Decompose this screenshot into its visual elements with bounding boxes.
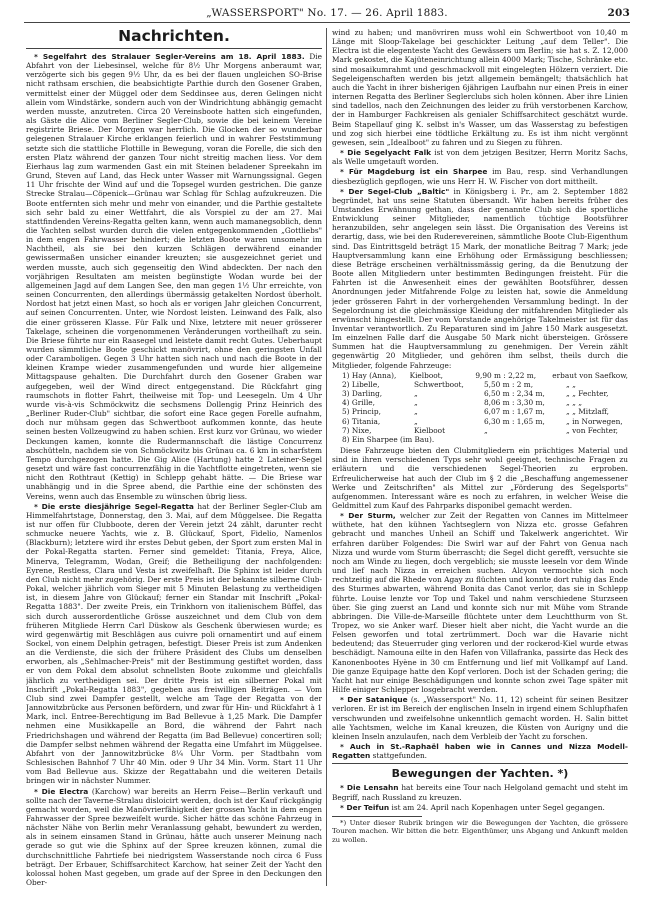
article-body: ist am 24. April nach Kopenhagen unter Segel gegangen. <box>391 802 605 812</box>
section-title-bewegungen: Bewegungen der Yachten. *) <box>391 767 569 781</box>
article-body: hat der Berliner Segler-Club am Himmelfahrtstage, Donnerstag, den 3. Mai, auf dem Müggelsee. Die Regatta ist nur offen für Clubboote, deren der Verein jetzt 24 zählt, darunter recht schmucke neuere Yachts, wie z. B. Glückauf, Sport, Fidelio, Namenlos (Blackburn); letztere wird ihr erstes Debut geben, der Sport zum ersten Mal in der Pokal-Regatta starten. Ferner sind gemeldet: Titania, Freya, Alice, Minerva, Telegramm, Wodan, Greif; die Betheiligung der nachfolgenden: Eyrene, Restless, Clara und Vesta ist zweifelhaft. Die Sphinx ist leider durch den Club nicht mehr zugehörig. Der erste Preis ist der bekannte silberne Club-Pokal, welcher jährlich vom Sieger mit 5 Minuten Belastung zu vertheidigen ist, in diesem Jahre von Glückauf; ferner ein Standar mit Inschrift „Pokal-Regatta 1883". Der zweite Preis, ein Trinkhorn von italienischem Büffel, das sich durch ausserordentliche Grösse auszeichnet und dem Club von dem früheren Mitgliede Herrn Carl Düskow als Geschenk überwiesen wurde; es wird gegenwärtig mit Beschlägen aus cuivre poli ornamentirt und auf einem Sockel, von einem Delphin getragen, befestigt. Dieser Preis ist zum Andenken an die Verdienste, die sich der frühere Präsident des Clubs um denselben erworben, als „Sehlmacher-Preis" mit der Bestimmung gestiftet worden, dass er von dem Pokal dem absolut schnellsten Boote zukomme und gleichfalls jährlich zu vertheidigen sei. Der dritte Preis ist ein silberner Pokal mit Inschrift „Pokal-Regatta 1883", gegeben aus freiwilligen Beiträgen. — Vom Club sind zwei Dampfer gestellt, welche am Tage der Regatta von der Jannowitzbrücke aus Personen befördern, und zwar für Hin- und Rückfahrt à 1 Mark, incl. Entree-Berechtigung im Bad Bellevue à 1,25 Mark. Die Dampfer nehmen eine Musikkapelle an Bord, die während der Fahrt nach Friedrichshagen und während der Regatta (im Bad Bellevue) concertiren soll; die Dampfer selbst nehmen während der Regatta eine Umfahrt im Müggelsee. Abfahrt von der Jannowitzbrücke 8¼ Uhr Vorm. per Stadtbahn vom Schlesischen Bahnhof 7 Uhr 40 Min. oder 9 Uhr 34 Min. Vorm. Start 11 Uhr vom Bad Bellevue aus. Skizze der Regattabahn und die weiteren Details bringen wir in nächster Nummer. <box>26 501 322 786</box>
article-teifun <box>332 803 628 812</box>
left-column <box>26 28 322 892</box>
article-body: hat bereits eine Tour nach Helgoland gemacht und steht im Begriff, nach Russland zu kreuzen. <box>332 783 628 802</box>
article-segel-regatta <box>26 502 322 786</box>
boat-dimensions: 6,30 m : 1,65 m, <box>484 416 545 426</box>
article-stralauer-segelfahrt <box>26 52 322 501</box>
footnote-rule <box>332 816 422 817</box>
page-number: 203 <box>607 7 630 19</box>
article-body: wind zu haben; und manövriren muss wohl ein Schwertboot von 10,40 m Länge mit Sloop-Takelage bei geschickter Leitung „auf dem Teller". Die Electra ist die elegenteste Yacht des Gewässers um Berlin; sie hat s. Z. 12,000 Mark gekostet, die Kajüteneinrichtung allein 4000 Mark; Tische, Schränke etc. sind mosaikumrahmt und geschmackvoll mit eingelegten Hölzern verziert. Die Segeleigenschaften werden bis jetzt allgemein bemängelt; thatsächlich hat auch die Yacht in ihrer bisherigen 6jährigen Laufbahn nur einen Preis in einer internen Regatta des Berliner Seglerclubs sich holen können. Aber ihre Linien sind tadellos, nach den Zeichnungen des leider zu früh verstorbenen Karchow, der in Hamburger Fachkreisen als genialer Schiffsarchitect geschätzt wurde. Beim Stapellauf ging K. selbst in's Wasser, um das Wasserstag zu befestigen und zog sich hierbei eine tödtliche Erkältung zu. Es ist ihm nicht vergönnt gewesen, sein „Idealboot" zu fahren und zu Siegen zu führen. <box>332 28 628 147</box>
article-modell-regatten <box>332 742 628 760</box>
article-body: im Bau, resp. sind Verhandlungen diesbezüglich gepflogen, wie uns Herr H. W. Fischer von dort mittheilt. <box>332 167 628 186</box>
article-heading: * Die Segelyacht Falk <box>340 148 432 158</box>
right-column <box>332 28 628 892</box>
boat-list-item <box>342 435 628 444</box>
article-electra <box>26 787 322 888</box>
article-lensahn <box>332 783 628 801</box>
boat-name: 1) Hay (Anna), <box>342 370 397 380</box>
boat-name: 7) Nixe, <box>342 425 372 435</box>
boat-dimensions: 8,06 m : 3,30 m, <box>484 398 545 408</box>
boat-name: 3) Darling, <box>342 389 383 399</box>
boat-list-item <box>342 407 628 416</box>
article-body: (Karchow) war bereits an Herrn Feise—Berlin verkauft und sollte nach der Taverne-Stralau disloicirt werden, doch ist der Kauf rückgängig gemacht worden, weil die Manövrierfähigkeit der grossen Yacht in dem engen Fahrwasser der Spree bezweifelt wurde. Sicher hätte das schöne Fahrzeug in nächster Nähe von Berlin mehr Veranlassung gehabt, bewundert zu werden, als in seinem einsamen Stand in Grünau, hätte auch unserer Meinung nach gerade so gut wie die Sphinx auf der Spree kreuzen können, zumal die durchschnittliche Fahrtiefe bei niedrigstem Wasserstande noch circa 6 Fuss beträgt. Der Erbauer, Schiffsarchitect Karchow, hat seiner Zeit der Yacht den kolossal hohen Mast gegeben, um grade auf der Spree in den Deckungen den Ober- <box>26 786 322 888</box>
article-electra-continued <box>332 28 628 147</box>
article-baltic-continued <box>332 446 628 510</box>
footnote: *) Unter dieser Rubrik bringen wir die Bewegungen der Yachten, die grössere Touren machen. Wir bitten die betr. Eigenthümer, uns Abgang und Ankunft melden zu wollen. <box>332 818 628 844</box>
boat-name: 5) Princip, <box>342 407 381 417</box>
boat-builder: erbaut von Saefkow, <box>552 370 628 380</box>
article-falk <box>332 148 628 166</box>
section-rule <box>332 763 628 764</box>
running-title: „WASSERSPORT" No. 17. — 26. April 1883. <box>206 7 448 19</box>
boat-builder: „ „ Fechter, <box>566 389 609 399</box>
boat-builder: „ von Fechter, <box>566 425 618 435</box>
boat-builder: „ in Norwegen, <box>566 416 623 426</box>
boat-builder: „ „ Mitzlaff, <box>566 407 609 417</box>
boat-type: Schwertboot, <box>414 379 464 389</box>
boat-list-item <box>342 417 628 426</box>
article-heading: * Die Electra <box>34 786 89 796</box>
boat-name: 4) Grille, <box>342 398 375 408</box>
boat-type: „ <box>414 407 418 417</box>
article-body: in Königsberg i. Pr., am 2. September 1882 begründet, hat uns seine Statuten übersandt. Wir haben bereits früher des Umstandes Erwähnung gethan, dass der genannte Club sich die sportliche Entwicklung seiner Mitglieder, namentlich tüchtige Bootsführer heranzubilden, sehr angelegen sein lässt. Die Organisation des Vereins ist derartig, dass, wie bei den Ruderevereinen, sämmtliche Boote Club-Eigenthum sind. Das Eintrittsgeld beträgt 15 Mark, der monatliche Beitrag 7 Mark; jede Hauptversammlung kann eine Erhöhung oder Ermässigung beschliessen; diese Beträge erscheinen verhältnissmässig gering, da die Benutzung der Boote allen Mitgliedern unter bestimmten Bedingungen freisteht. Für die Fahrten ist die Anwesenheit eines der gewählten Bootsführer, dessen Anordnungen jeder Mitfahrende Folge zu leisten hat, sowie die Anmeldung jeder grösseren Fahrt in der vorhergehenden Versammlung bedingt. In der Segelordnung ist die gleichmässige Kleidung der mitfahrenden Mitglieder als erwünscht hingestellt. Der vom Vorstande angehörige Takelmeister ist für das Inventar verantwortlich. Zu Reparaturen sind im Jahre 150 Mark ausgesetzt. Im einzelnen Falle darf die Ausgabe 50 Mark nicht übersteigen. Grössere Summen hat die Hauptversammlung zu genehmigen. Der Verein zählt gegenwärtig 20 Mitglieder, und gehören ihm selbst, theils durch die Mitglieder, folgende Fahrzeuge: <box>332 186 628 370</box>
article-heading: * Segelfahrt des Stralauer Segler-Vereins am 18. April 1883. <box>34 52 305 61</box>
running-header <box>24 6 630 23</box>
title-rule <box>26 48 322 49</box>
section-title-nachrichten: Nachrichten. <box>118 28 230 45</box>
boat-list-item <box>342 426 628 435</box>
boat-list-item <box>342 380 628 389</box>
boat-dimensions: „ <box>484 425 488 435</box>
article-body: Die Abfahrt von der Liebesinsel, welche für 8½ Uhr Morgens anberaumt war, verzögerte sich bis gegen 9½ Uhr, da es bei der flauen ungleichen SO-Brise nicht rathsam erschien, die beabsichtigte Parthie durch den Gosener Graben, vermittelst einer der Müggel oder dem Seddinsee aus, deren Gelingen nicht allein vom Windstärke, sondern auch von der Windrichtung abhängig gemacht werden musste, anzutreten. Circa 20 Vereinsboote hatten sich eingefunden, als Gäste die Alice vom Berliner Segler-Club, sowie die bei keinem Vereine registrirte Briese. Der Morgen war herrlich. Die Glocken der so wunderbar gelegenen Stralauer Kirche erklangen feierlich und in wahrer Feststimmung setzte sich die stattliche Flottille in Bewegung, voran die Forelle, die sich den ersten Platz während der ganzen Tour nicht streitig machen liess. Vor dem Eierhaus lag zum warmenden Gast ein mit Steinen beladener Spreekahn im Grund, Steven auf Land, das Heck unter Wasser mit Warnungssignal. Gegen 11 Uhr frischte der Wind auf und die Topsegel wurden gestrichen. Die ganze Strecke Stralau—Cöpenick—Grünau war Schlag für Schlag aufzukreuzen. Die Boote entfernten sich mehr und mehr von einander, und die Parthie gestaltete sich sehr bald zu einer Wettfahrt, die als Vorspiel zu der am 27. Mai stattfindenden Vereins-Regatta gelten kann, wenn auch mamanegsoblich, denn die Yachten selbst wurden durch die vielen entgegenkommenden „Gottliebs" in dem engen Fahrwasser behindert; die letzten Boote waren unsomehr im Nachtheil, als sie bei den kurzen Schlägen derwährend einander gewissermaßen unsicher einander kreuzten; sie ausgezeichnet geriet und werden musste, auch sich gegenseitig den Wind abdeckten. Der nach den vorjährigen Resultaten am meisten begünstigte Wodan wurde bei der allgemeinen Jagd auf dem Langen See, den man gegen 1½ Uhr erreichte, von seinen Concurrenten, den allerdings übermässig getakelten Nordost überholt. Nordost hat jetzt einen Mast, so hoch als er vorigen Jahr gleichen Concurrent, auf seinen Concurrenten. Unter, wie Nordost leisten. Leinwand des Falk, also die einer grösseren Klasse. Für Falk und Nixe, letztere mit neuer grösserer Takelage, scheinen die vorgenommenen Veränderungen vortheilhaft zu sein. Die Briese führte nur ein Raasegel und leistete damit recht Gutes. Ueberhaupt wurden sämmtliche Boote geschickt manövrirt, ohne den geringsten Unfall oder Caramboligen. Gegen 3 Uhr hatten sich nach und nach die Boote in der kleinen Krampe wieder zusammengefunden und wurde hier allgemeine Mittagspause gehalten. Die Durchfahrt durch den Gosener Graben war aufgegeben, weil der Wind direct entgegenstand. Die Rückfahrt ging raumschots in flotter Fahrt, theilweise mit Top- und Leesegeln. Um 4 Uhr wurde vis-à-vis Schmöckwitz die sechsmens Dollengig Prinz Heinrich des „Berliner Ruder-Club" sichtbar, die sofort eine Race gegen Forelle aufnahm, doch nur mühsam gegen das Schwertboot aufkommen konnte, das heute seinen besten Vollzeugwind zu haben schien. Erst kurz vor Grünau, wo wieder Deckungen kamen, konnte die Rudermannschaft die lästige Concurrenz abschütteln, nachdem sie von Schmöckwitz bis Grünau ca. 6 km in scharfstem Tempo durchgezogen hatte. Die Gig Alice (Hartung) hatte 2 Lateiner-Segel gesetzt und wäre fast concurrenzfähig in die Yachtflotte eingetreten, wenn sie nicht den Rothtraut (Kettig) in Schlepp gehabt hätte. — Die Briese war unabhängig und in die Spree abend, die Parthie eine der schönsten des Vereins, wenn auch das Ensemble zu wünschen übrig liess. <box>26 52 322 501</box>
boat-name: 2) Libelle, <box>342 379 380 389</box>
article-satanique <box>332 695 628 741</box>
boat-dimensions: 5,50 m : 2 m, <box>484 379 534 389</box>
boat-list <box>342 371 628 444</box>
article-heading: * Der Sturm, <box>340 511 396 521</box>
article-heading: * Auch in St.-Raphaël haben wie in Cannes und Nizza Modell-Regatten <box>332 742 628 761</box>
article-body: ist von dem jetzigen Besitzer, Herrn Moritz Sachs, als Welle umgetauft worden. <box>332 148 628 167</box>
article-baltic <box>332 187 628 370</box>
article-body: Diese Fahrzeuge bieten den Clubmitgliedern ein prächtiges Material und sind in ihren verschiedenen Typs sehr wohl geeignet, technische Fragen zu erläutern und die verschiedenen Segel-Theorien zu erproben. Erfreulicherweise hat auch der Club im § 2 die „Beschaffung angemessener Werke und Zeitschriften" als Mittel zur „Förderung des Segelsports" aufgenommen. Interessant wäre es noch zu erfahren, in welcher Weise die Geldmittel zum Kauf des Fahrparks disponibel gemacht werden. <box>332 446 628 510</box>
boat-list-item <box>342 389 628 398</box>
article-heading: * Der Teifun <box>340 802 390 812</box>
boat-type: Kielboot, <box>409 370 443 380</box>
article-heading: * Für Magdeburg ist ein Sharpee <box>340 167 488 177</box>
boat-type: „ <box>414 416 418 426</box>
article-body: (s. „Wassersport" No. 11, 12) scheint für seinen Besitzer verloren. Er ist im Bereich der englischen Inseln in irgend einem Schlupfhafen verschwunden und zweifelsohne unkenntlich gemacht worden. H. Salin bittet alle Yachtsmen, welche im Kanal kreuzen, die Küsten von Aurigny und die kleinen Inseln anzulaufen, nach dem Verbleib der Yacht zu forschen. <box>332 695 628 741</box>
article-sharpee <box>332 167 628 185</box>
boat-builder: „ „ <box>566 379 576 389</box>
boat-type: Kielboot <box>414 425 446 435</box>
boat-type: „ <box>414 398 418 408</box>
boat-list-item <box>342 371 628 380</box>
article-sturm <box>332 511 628 694</box>
article-heading: * Die erste diesjährige Segel-Regatta <box>34 501 194 511</box>
boat-dimensions: 6,07 m : 1,67 m, <box>484 407 545 417</box>
article-heading: * Der Segel-Club „Baltic" <box>340 186 450 196</box>
column-divider <box>326 28 327 886</box>
boat-type: „ <box>414 389 418 399</box>
boat-name: 8) Ein Sharpee (im Bau). <box>342 434 435 444</box>
article-heading: * Die Lensahn <box>340 783 399 793</box>
article-body: stattgefunden. <box>372 751 428 761</box>
boat-dimensions: 6,50 m : 2,34 m, <box>484 389 545 399</box>
boat-list-item <box>342 398 628 407</box>
article-body: welcher zur Zeit der Regatten von Cannes im Mittelmeer wüthete, hat den kühnen Yachtseglern von Nizza etc. grosse Gefahren gebracht und manches Unheil an Schiff und Takelwerk angerichtet. Wir erfahren darüber Folgendes: Die Swirl war auf der Fahrt von Genua nach Nizza und wurde vom Sturm überrascht; die Segel dicht gerefft, versuchte sie noch am Winde zu liegen, doch vergeblich; sie musste leeseln vor dem Winde und lief nach Nizza in erreichen suchen. Alcyon vermochte sich noch rechtzeitig auf die Rhede von Agay zu flüchten und konnte dort ruhig das Ende des Sturmes abwarten, während Bonita das Canot verlor, das sie in Schlepp führte. Louise lenzte vor Top und Takel und nahm verschiedene Sturzseen über. Sie ging zuerst an Land und konnte sich nur mit Mühe vom Strande abbringen. Die Ville-de-Marseille flüchtete unter dem Leuchtthurm von St. Tropez, wo sie Anker warf. Dieser hielt aber nicht, die Yacht wurde an die Felsen geworfen und total zertrümmert. Doch war die Havarie nicht bedeutend; das Steuerruder ging verloren und der rockerod-Kiel wurde etwas beschädigt. Namouna eilte in den Hafen von Villafranka, passirte das Heck des Kanonenbootes Hyène in 30 cm Entfernung und lief mit Vollkampf auf Land. Die ganze Equipage hatte den Kopf verloren. Doch ist der Schaden gering; die Yacht hat nur einige Beschädigungen und konnte schon zwei Tage später mit Hilfe einiger Schlepper losgebracht werden. <box>332 511 628 695</box>
boat-dimensions: 9,90 m : 2,22 m, <box>475 370 537 380</box>
article-heading: * Der Satanique <box>340 695 408 705</box>
boat-builder: „ „ „ <box>566 398 583 408</box>
boat-name: 6) Titania, <box>342 416 381 426</box>
